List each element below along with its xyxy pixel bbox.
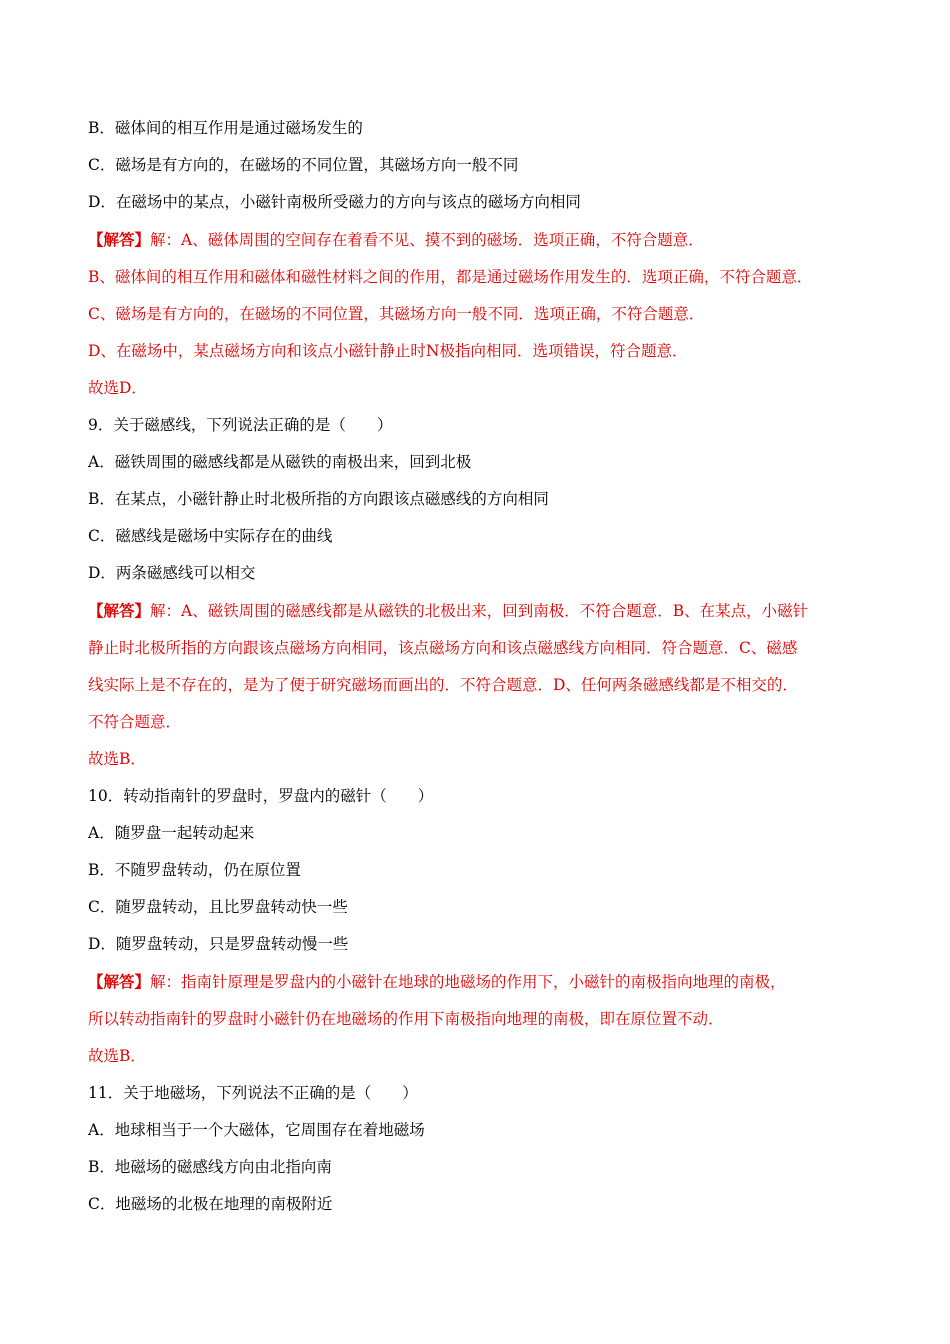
answer-tag: 【解答】 <box>88 601 151 620</box>
question-line <box>88 118 363 138</box>
question-line <box>88 1157 332 1177</box>
line-text: B、磁体间的相互作用和磁体和磁性材料之间的作用，都是通过磁场作用发生的．选项正确，不符合题意． <box>88 268 813 286</box>
line-text: 解：A、磁铁周围的磁感线都是从磁铁的北极出来，回到南极．不符合题意．B、在某点，小磁针 <box>150 602 809 620</box>
line-text: 解：A、磁体周围的空间存在着看不见、摸不到的磁场．选项正确，不符合题意． <box>150 231 704 249</box>
question-line <box>88 155 518 175</box>
line-text: C．随罗盘转动，且比罗盘转动快一些 <box>88 898 348 916</box>
question-line <box>88 1194 332 1214</box>
question-line <box>88 526 332 546</box>
line-text: 故选D． <box>88 379 147 397</box>
line-text: D．在磁场中的某点，小磁针南极所受磁力的方向与该点的磁场方向相同 <box>88 193 581 211</box>
question-line <box>88 563 255 583</box>
line-text: D．随罗盘转动，只是罗盘转动慢一些 <box>88 935 349 953</box>
answer-line <box>88 749 146 769</box>
question-line <box>88 1083 418 1103</box>
line-text: 线实际上是不存在的，是为了便于研究磁场而画出的．不符合题意．D、任何两条磁感线都是不相交的． <box>88 676 798 694</box>
answer-line <box>88 601 808 621</box>
question-line <box>88 452 471 472</box>
line-text: 故选B． <box>88 1047 146 1065</box>
answer-line <box>88 638 797 658</box>
answer-line <box>88 1046 146 1066</box>
answer-line <box>88 230 704 250</box>
answer-line <box>88 304 704 324</box>
question-line <box>88 489 549 509</box>
answer-tag: 【解答】 <box>88 230 151 249</box>
question-line <box>88 415 392 435</box>
answer-line <box>88 712 181 732</box>
line-text: 解：指南针原理是罗盘内的小磁针在地球的地磁场的作用下，小磁针的南极指向地理的南极， <box>150 973 786 991</box>
line-text: A．磁铁周围的磁感线都是从磁铁的南极出来，回到北极 <box>88 453 472 471</box>
answer-line <box>88 267 812 287</box>
line-text: D．两条磁感线可以相交 <box>88 564 256 582</box>
answer-tag: 【解答】 <box>88 972 151 991</box>
answer-line <box>88 675 798 695</box>
line-text: 9．关于磁感线，下列说法正确的是（ ） <box>88 416 393 434</box>
question-line <box>88 192 581 212</box>
line-text: B．不随罗盘转动，仍在原位置 <box>88 861 301 879</box>
question-line <box>88 1120 425 1140</box>
line-text: C、磁场是有方向的，在磁场的不同位置，其磁场方向一般不同．选项正确，不符合题意． <box>88 305 705 323</box>
question-line <box>88 897 348 917</box>
answer-line <box>88 341 688 361</box>
answer-line <box>88 972 786 992</box>
line-text: D、在磁场中，某点磁场方向和该点小磁针静止时N极指向相同．选项错误，符合题意． <box>88 342 688 360</box>
line-text: C．地磁场的北极在地理的南极附近 <box>88 1195 333 1213</box>
line-text: 11．关于地磁场，下列说法不正确的是（ ） <box>88 1084 418 1102</box>
line-text: C．磁场是有方向的，在磁场的不同位置，其磁场方向一般不同 <box>88 156 519 174</box>
line-text: C．磁感线是磁场中实际存在的曲线 <box>88 527 333 545</box>
answer-line <box>88 1009 724 1029</box>
question-line <box>88 786 433 806</box>
question-line <box>88 934 348 954</box>
line-text: 静止时北极所指的方向跟该点磁场方向相同，该点磁场方向和该点磁感线方向相同．符合题意．C、磁感 <box>88 639 798 657</box>
question-line <box>88 860 301 880</box>
line-text: A．地球相当于一个大磁体，它周围存在着地磁场 <box>88 1121 425 1139</box>
line-text: 故选B． <box>88 750 146 768</box>
line-text: B．磁体间的相互作用是通过磁场发生的 <box>88 119 363 137</box>
question-line <box>88 823 254 843</box>
answer-line <box>88 378 147 398</box>
line-text: A．随罗盘一起转动起来 <box>88 824 255 842</box>
line-text: B．地磁场的磁感线方向由北指向南 <box>88 1158 332 1176</box>
line-text: 不符合题意． <box>88 713 182 731</box>
line-text: 所以转动指南针的罗盘时小磁针仍在地磁场的作用下南极指向地理的南极，即在原位置不动． <box>88 1010 724 1028</box>
line-text: 10．转动指南针的罗盘时，罗盘内的磁针（ ） <box>88 787 434 805</box>
line-text: B．在某点，小磁针静止时北极所指的方向跟该点磁感线的方向相同 <box>88 490 549 508</box>
